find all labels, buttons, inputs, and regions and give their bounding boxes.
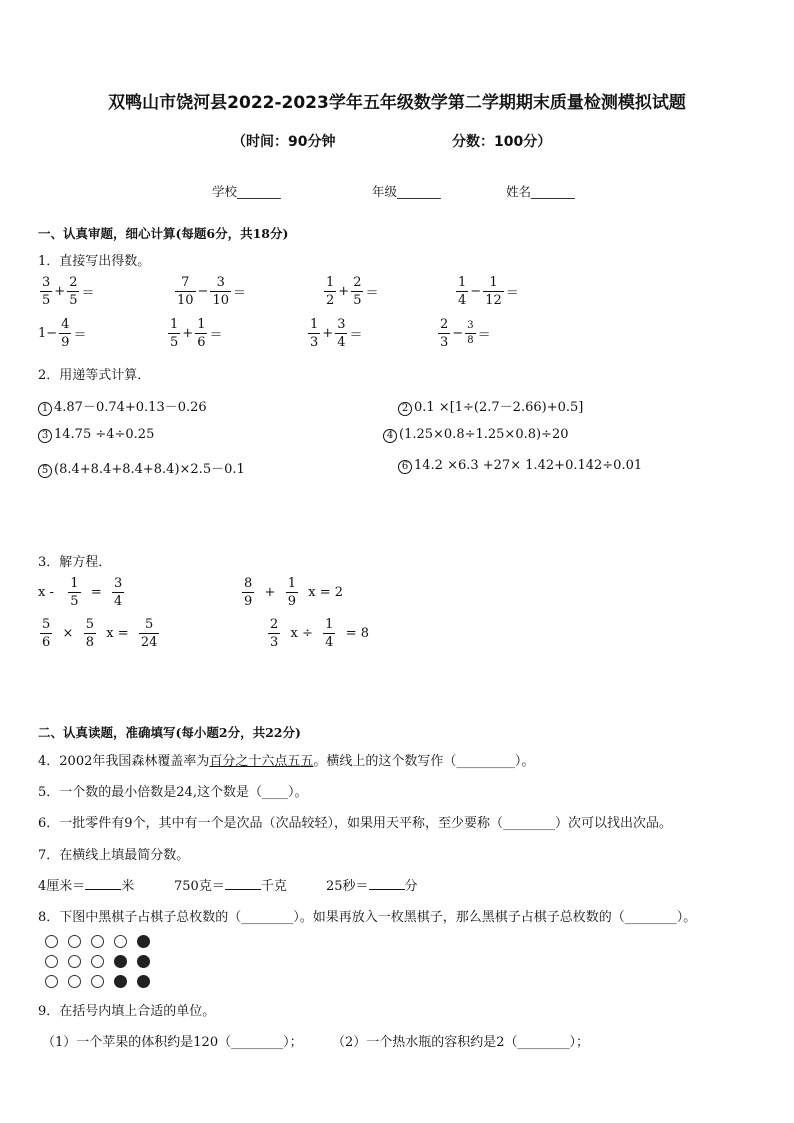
white-stone	[91, 955, 104, 968]
q7-item-b: 750克＝ 千克	[174, 879, 287, 894]
q5-text: 5．一个数的最小倍数是24,这个数是（____）。	[38, 785, 308, 800]
chess-pieces-figure	[45, 935, 160, 995]
white-stone	[45, 955, 58, 968]
stone-row	[45, 935, 160, 955]
q7-item-c: 25秒＝ 分	[326, 879, 418, 894]
q1-item-4: $\frac{1}{4}$ − $\frac{1}{12}$ ＝	[458, 275, 519, 308]
q2-item-2: 2 0.1 ×[1÷(2.7－2.66)+0.5]	[398, 396, 583, 416]
score-label: 分数：100分）	[452, 134, 552, 150]
q7-item-a: 4厘米＝ 米	[38, 879, 135, 894]
black-stone	[137, 955, 150, 968]
white-stone	[45, 975, 58, 988]
white-stone	[45, 935, 58, 948]
q2-item-6: 6 14.2 ×6.3 +27× 1.42+0.142÷0.01	[398, 458, 642, 474]
q1-item-8: $\frac{2}{3}$ − $\frac{3}{8}$ ＝	[440, 317, 491, 350]
q2-item-4: 4 (1.25×0.8÷1.25×0.8)÷20	[383, 427, 569, 443]
q1-label: 1．直接写出得数。	[38, 254, 151, 269]
q7-label: 7．在横线上填最简分数。	[38, 848, 190, 863]
q4-text: 4．2002年我国森林覆盖率为百分之十六点五五。横线上的这个数写作（_________）。	[38, 754, 535, 769]
white-stone	[91, 975, 104, 988]
black-stone	[137, 975, 150, 988]
grade-field: 年级_______	[372, 184, 441, 199]
q2-item-3: 3 14.75 ÷4÷0.25	[38, 427, 154, 443]
stone-row	[45, 975, 160, 995]
name-field: 姓名_______	[506, 184, 575, 199]
q1-item-1: $\frac{3}{5}$ + $\frac{2}{5}$ ＝	[42, 275, 95, 308]
white-stone	[68, 935, 81, 948]
q1-item-2: $\frac{7}{10}$ − $\frac{3}{10}$ ＝	[177, 275, 247, 308]
q1-item-7: $\frac{1}{3}$ + $\frac{3}{4}$ ＝	[310, 317, 363, 350]
section2-heading: 二、认真读题，准确填写(每小题2分，共22分)	[38, 725, 301, 740]
black-stone	[114, 975, 127, 988]
q9-part-1: （1）一个苹果的体积约是120（________）；	[42, 1035, 303, 1050]
q9-label: 9．在括号内填上合适的单位。	[38, 1004, 216, 1019]
q3-equation-1: x - $\frac{1}{5}$ = $\frac{3}{4}$	[38, 576, 123, 609]
black-stone	[114, 955, 127, 968]
q1-item-3: $\frac{1}{2}$ + $\frac{2}{5}$ ＝	[326, 275, 379, 308]
white-stone	[114, 935, 127, 948]
q1-item-5: 1− $\frac{4}{9}$ ＝	[38, 317, 87, 350]
q6-text: 6．一批零件有9个，其中有一个是次品（次品较轻），如果用天平称，至少要称（________）次可以找出次品。	[38, 816, 673, 831]
q8-text: 8．下图中黑棋子占棋子总枚数的（________）。如果再放入一枚黑棋子，那么黑棋子占棋子总枚数的（________）。	[38, 910, 697, 925]
q3-equation-3: $\frac{5}{6}$ × $\frac{5}{8}$ x = $\frac{5}{24}$	[42, 617, 158, 650]
q1-item-6: $\frac{1}{5}$ + $\frac{1}{6}$ ＝	[170, 317, 223, 350]
q3-equation-4: $\frac{2}{3}$ x ÷ $\frac{1}{4}$ = 8	[270, 617, 370, 650]
time-label: （时间：90分钟	[232, 134, 336, 150]
q2-item-5: 5 (8.4+8.4+8.4+8.4)×2.5－0.1	[38, 458, 245, 478]
q2-label: 2．用递等式计算．	[38, 368, 151, 383]
q3-label: 3．解方程．	[38, 555, 112, 570]
page-title: 双鸭山市饶河县2022-2023学年五年级数学第二学期期末质量检测模拟试题	[108, 93, 686, 113]
white-stone	[91, 935, 104, 948]
section1-heading: 一、认真审题，细心计算(每题6分，共18分)	[38, 226, 289, 241]
stone-row	[45, 955, 160, 975]
school-field: 学校_______	[212, 184, 281, 199]
black-stone	[137, 935, 150, 948]
white-stone	[68, 955, 81, 968]
q9-part-2: （2）一个热水瓶的容积约是2（________）；	[332, 1035, 590, 1050]
q3-equation-2: $\frac{8}{9}$ + $\frac{1}{9}$ x = 2	[244, 576, 344, 609]
white-stone	[68, 975, 81, 988]
q2-item-1: 1 4.87－0.74+0.13－0.26	[38, 396, 207, 416]
